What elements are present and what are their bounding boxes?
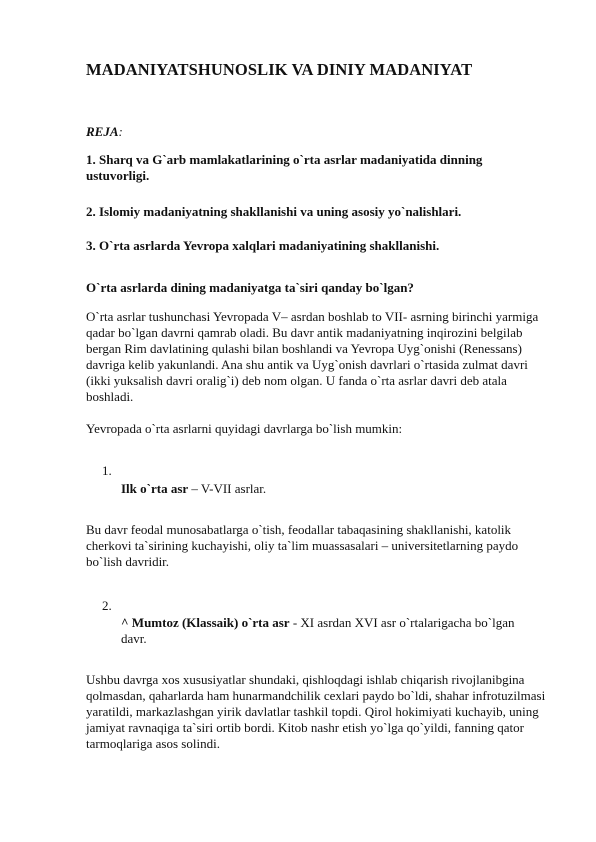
paragraph-classic-period: Ushbu davrga xos xususiyatlar shundaki, qishloqdagi ishlab chiqarish rivojlanibgina qolmasdan, qaharlarda ham hunarmandchilik cexlari paydo bo`ldi, shahar infrotuzilmasi yaratildi, markazlashgan yirik davlatlar tashkil topdi. Qirol hokimiyati kuchayib, uning jamiyat ravnaqiga ta`siri ortib bordi. Kitob nashr etish yo`lga qo`yildi, fanning qator tarmoqlariga asos solindi. (86, 672, 546, 751)
paragraph-intro: O`rta asrlar tushunchasi Yevropada V– asrdan boshlab to VII- asrning birinchi yarmiga qadar bo`lgan davrni qamrab oladi. Bu davr antik madaniyatning inqirozini belgilab bergan Rim davlatining qulashi bilan boshlandi va Yevropa Uyg`onishi (Renessans) davriga kelib yakunlandi. Ana shu antik va Uyg`onish davrlari o`rtasida zulmat davri (ikki yuksalish davri oralig`i) deb nom olgan. U fanda o`rta asrlar davri deb atala boshladi. (86, 309, 539, 404)
list-item-1 (121, 481, 541, 497)
list-item-2-desc: - XI asrdan XVI asr o`rtalarigacha bo`lgan davr. (121, 615, 515, 646)
plan-item-1: 1. Sharq va G`arb mamlakatlarining o`rta asrlar madaniyatida dinning ustuvorligi. (86, 152, 483, 183)
plan-item-3: 3. O`rta asrlarda Yevropa xalqlari madaniyatining shakllanishi. (86, 238, 440, 253)
plan-label-text: REJA (86, 124, 119, 139)
list-number-1: 1. (102, 463, 112, 478)
plan-label-colon: : (118, 124, 123, 139)
list-item-2 (121, 615, 541, 647)
paragraph-early-period: Bu davr feodal munosabatlarga o`tish, feodallar tabaqasining shakllanishi, katolik cherkovi ta`sirining kuchayishi, oliy ta`lim muassasalari – universitetlarning paydo bo`lish davridir. (86, 522, 519, 569)
list-item-1-desc: – V-VII asrlar. (188, 481, 267, 496)
list-number-2: 2. (102, 598, 112, 613)
paragraph-periods-intro: Yevropada o`rta asrlarni quyidagi davrlarga bo`lish mumkin: (86, 421, 403, 436)
list-item-1-term: Ilk o`rta asr (121, 481, 189, 496)
plan-item-2: 2. Islomiy madaniyatning shakllanishi va uning asosiy yo`nalishlari. (86, 204, 462, 219)
list-item-2-term: ^ Mumtoz (Klassaik) o`rta asr (121, 615, 290, 630)
section-heading: O`rta asrlarda dining madaniyatga ta`siri qanday bo`lgan? (86, 280, 414, 295)
plan-label (86, 124, 123, 140)
document-title: MADANIYATSHUNOSLIK VA DINIY MADANIYAT (86, 60, 473, 79)
